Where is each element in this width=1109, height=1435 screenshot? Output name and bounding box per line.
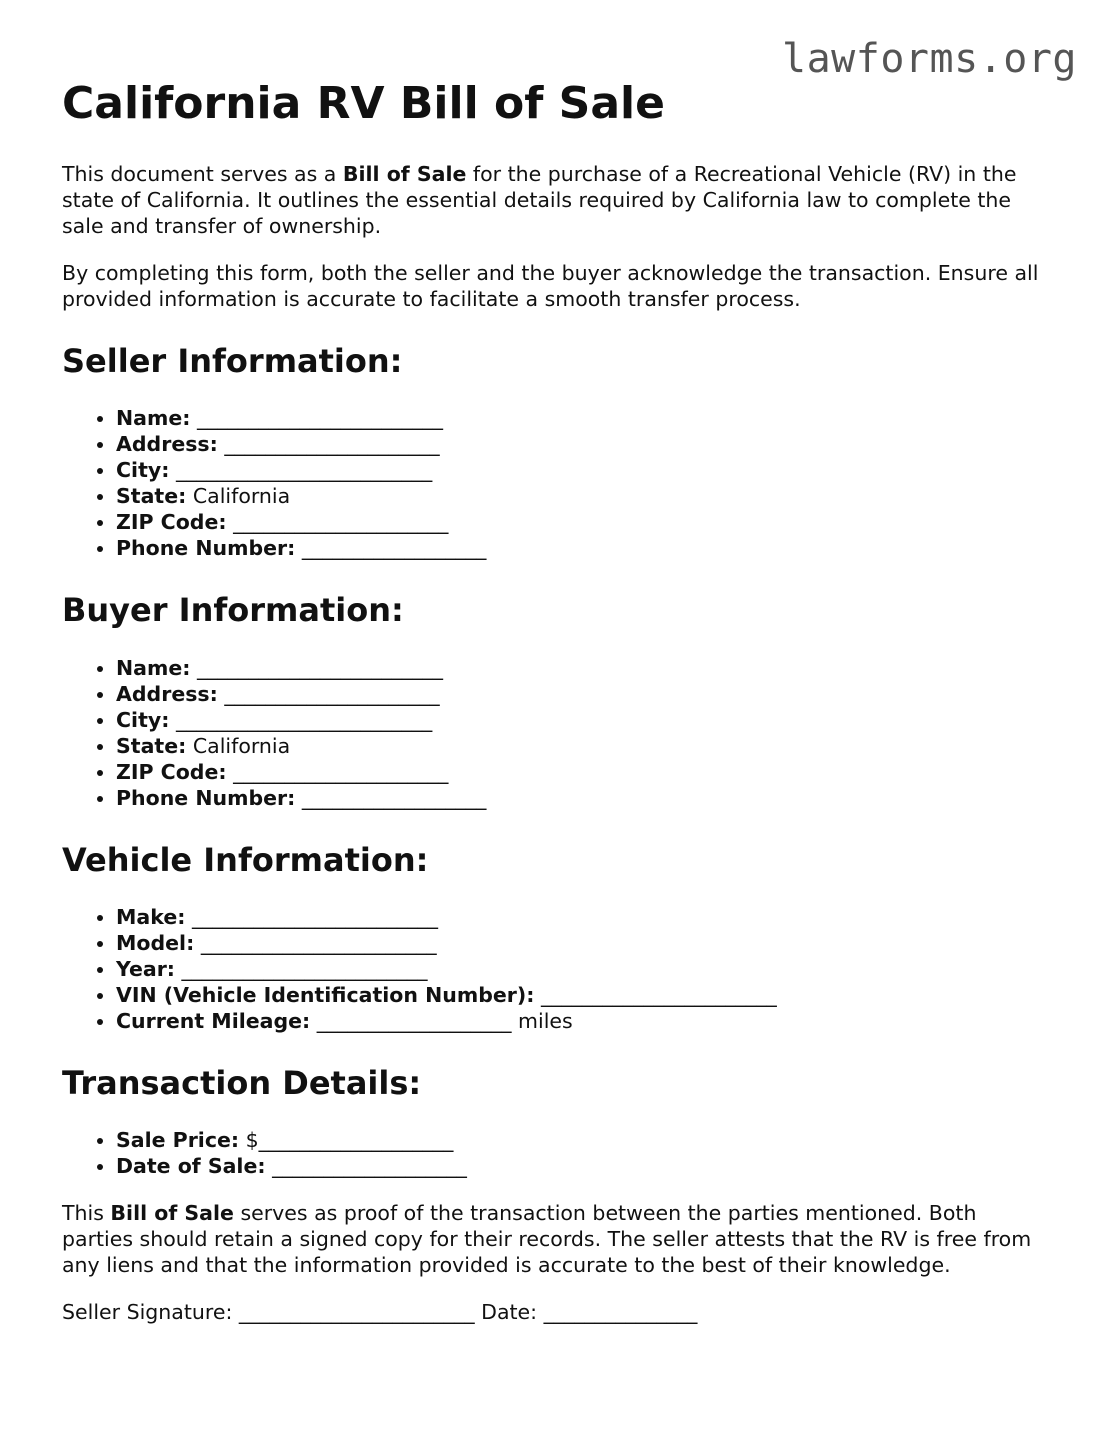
vehicle-heading: Vehicle Information: <box>62 840 429 879</box>
seller-zip: • ZIP Code: _____________________ <box>116 509 1052 535</box>
buyer-list <box>62 655 1052 811</box>
intro-paragraph-2: By completing this form, both the seller and the buyer acknowledge the transaction. Ensure all provided information is accurate to facilitate a smooth transfer process. <box>62 260 1039 311</box>
seller-list <box>62 405 1052 561</box>
vehicle-mileage: • Current Mileage: ___________________ miles <box>116 1008 1052 1034</box>
seller-city: • City: _________________________ <box>116 457 1052 483</box>
seller-address: • Address: _____________________ <box>116 431 1052 457</box>
document-title: California RV Bill of Sale <box>62 78 665 129</box>
buyer-state: • State: California <box>116 733 1052 759</box>
vehicle-vin: • VIN (Vehicle Identification Number): _______________________ <box>116 982 1052 1008</box>
transaction-heading: Transaction Details: <box>62 1063 422 1102</box>
buyer-city: • City: _________________________ <box>116 707 1052 733</box>
seller-state: • State: California <box>116 483 1052 509</box>
intro-paragraph-1: This document serves as a Bill of Sale for the purchase of a Recreational Vehicle (RV) in the state of California. It outlines the essential details required by California law to complete the sale and transfer of ownership. <box>62 161 1017 238</box>
transaction-list <box>62 1127 1052 1179</box>
document-page <box>62 78 1052 1325</box>
buyer-heading: Buyer Information: <box>62 591 404 630</box>
bill-of-sale-term-closing: Bill of Sale <box>110 1201 234 1226</box>
buyer-address: • Address: _____________________ <box>116 681 1052 707</box>
seller-phone: • Phone Number: __________________ <box>116 535 1052 561</box>
date-of-sale: • Date of Sale: ___________________ <box>116 1153 1052 1179</box>
vehicle-model: • Model: _______________________ <box>116 930 1052 956</box>
vehicle-list <box>62 904 1052 1034</box>
lawforms-watermark: lawforms.org <box>782 36 1077 82</box>
seller-heading: Seller Information: <box>62 341 403 380</box>
bill-of-sale-term: Bill of Sale <box>342 161 467 186</box>
closing-paragraph: This Bill of Sale serves as proof of the transaction between the parties mentioned. Both parties should retain a signed copy for their records. The seller attests that the RV is free from any liens and that the information provided is accurate to the best of their knowledge. <box>62 1201 1032 1278</box>
seller-signature-line: Seller Signature: _______________________ Date: _______________ <box>62 1300 698 1325</box>
buyer-name: • Name: ________________________ <box>116 655 1052 681</box>
vehicle-year: • Year: ________________________ <box>116 956 1052 982</box>
vehicle-make: • Make: ________________________ <box>116 904 1052 930</box>
seller-name: • Name: ________________________ <box>116 405 1052 431</box>
buyer-zip: • ZIP Code: _____________________ <box>116 759 1052 785</box>
buyer-phone: • Phone Number: __________________ <box>116 785 1052 811</box>
sale-price: • Sale Price: $___________________ <box>116 1127 1052 1153</box>
